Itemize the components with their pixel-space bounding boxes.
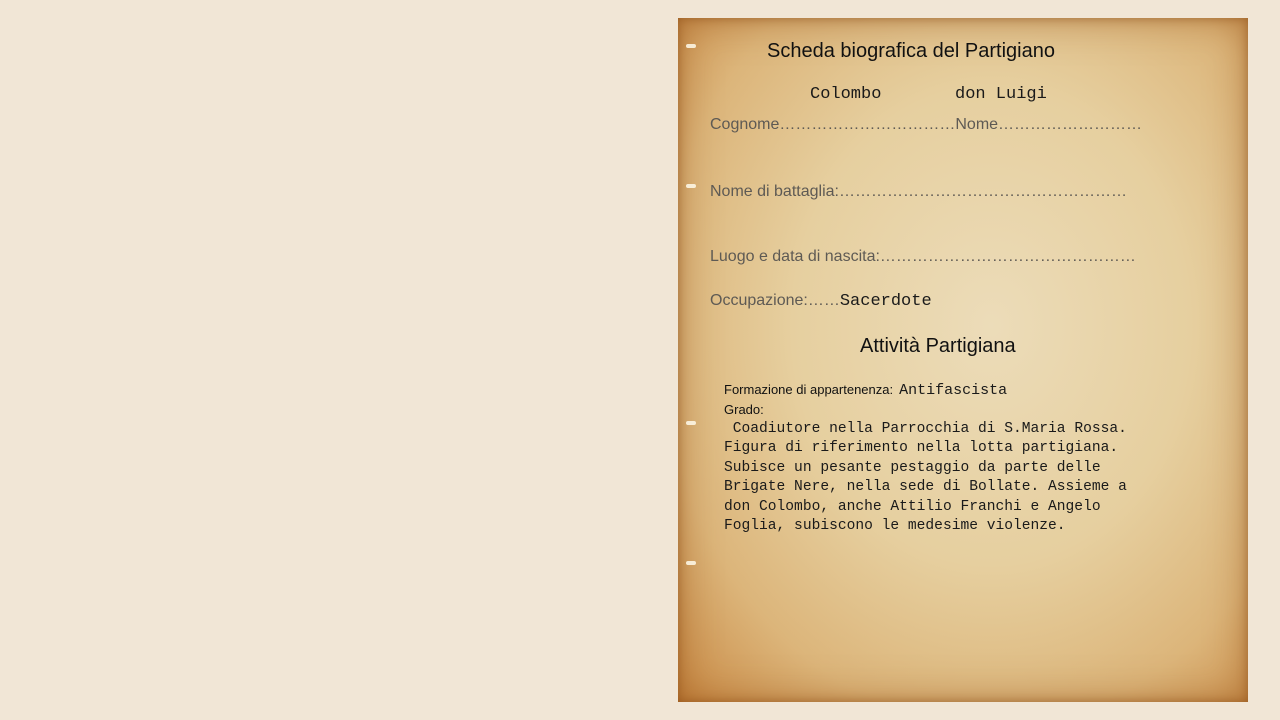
formazione-label: Formazione di appartenenza: [724, 382, 894, 397]
cognome-value: Colombo [810, 85, 882, 104]
staple-hole-mark [686, 561, 696, 565]
luogo-data-nascita-label: Luogo e data di nascita:………………………………………… [710, 248, 1136, 265]
biography-card [678, 18, 1248, 702]
staple-hole-mark [686, 184, 696, 188]
staple-hole-mark [686, 421, 696, 425]
card-title: Scheda biografica del Partigiano [767, 40, 1055, 62]
activity-notes: Coadiutore nella Parrocchia di S.Maria Rossa. Figura di riferimento nella lotta partigiana. Subisce un pesante pestaggio da parte delle Brigate Nere, nella sede di Bollate. Assieme a don Colombo, anche Attilio Franchi e Angelo Foglia, subiscono le medesime violenze. [724, 421, 1127, 535]
cognome-nome-label: Cognome……………………………Nome……………………… [710, 116, 1143, 133]
nome-battaglia-label: Nome di battaglia:……………………………………………… [710, 183, 1127, 200]
nome-value: don Luigi [955, 85, 1047, 104]
formazione-value: Antifascista [899, 382, 1008, 399]
staple-hole-mark [686, 44, 696, 48]
section-title: Attività Partigiana [860, 335, 1016, 357]
occupazione-value: Sacerdote [839, 292, 932, 311]
occupazione-row [710, 292, 932, 311]
grado-label: Grado: [724, 402, 764, 417]
formazione-row [724, 382, 1007, 399]
occupazione-label: Occupazione:…… [710, 292, 840, 309]
